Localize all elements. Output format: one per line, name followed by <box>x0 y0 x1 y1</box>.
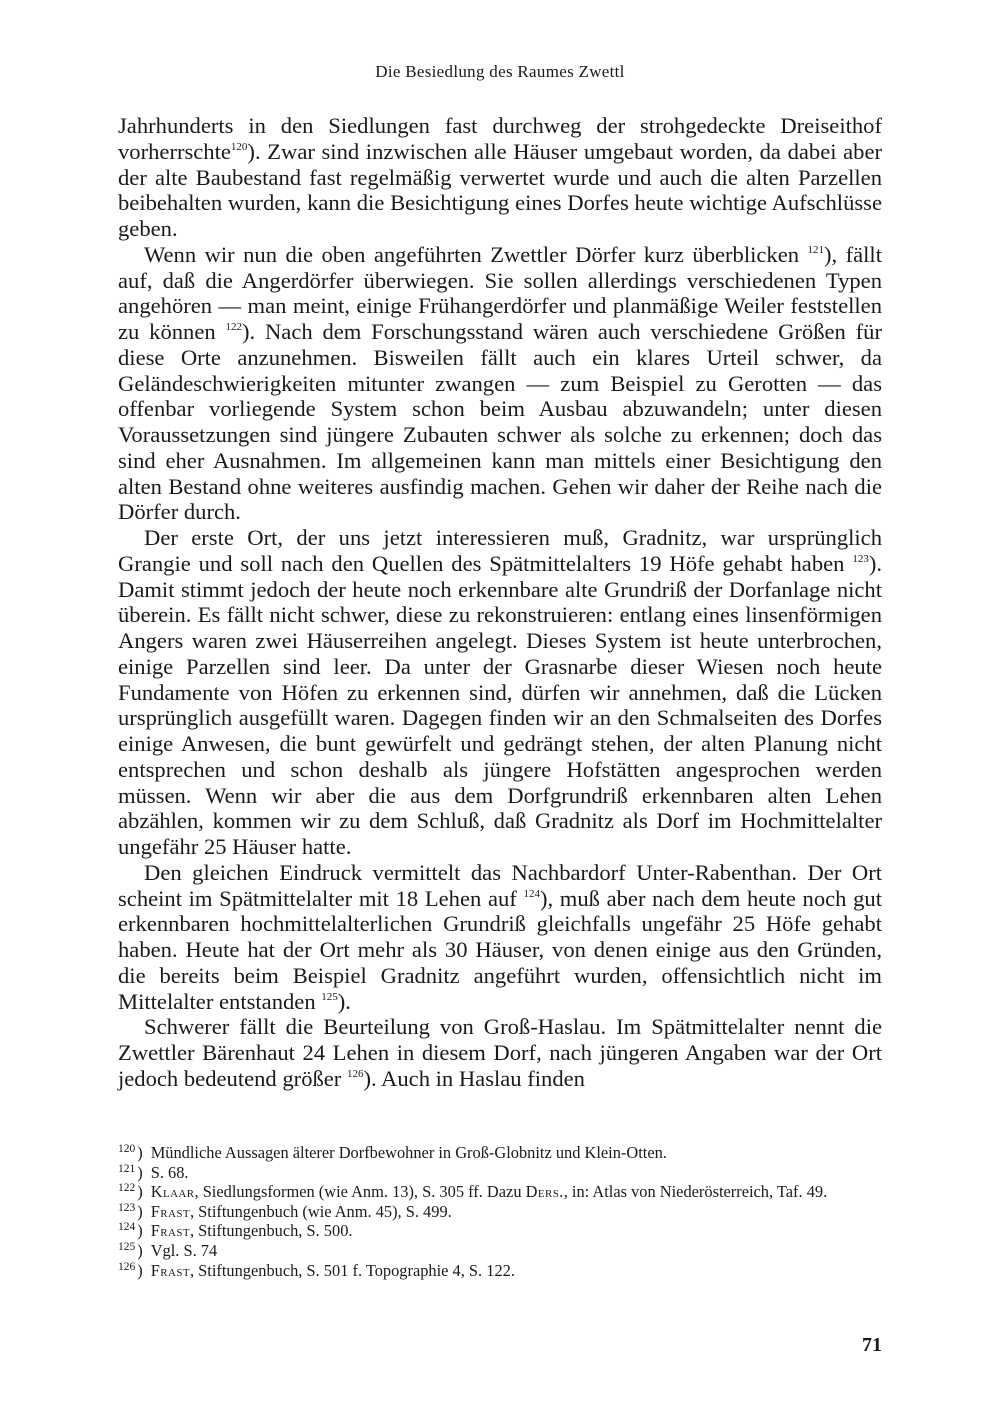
footnote-paren: ) <box>137 1162 143 1182</box>
footnote-paren: ) <box>137 1201 143 1221</box>
footnote-paren: ) <box>137 1240 143 1260</box>
paragraph <box>118 113 882 242</box>
text-segment: Den gleichen Eindruck vermittelt das Nachbardorf Unter-Rabenthan. Der Ort scheint im Spätmittelalter mit 18 Lehen auf <box>118 859 882 911</box>
paragraph <box>118 525 882 860</box>
text-segment: ). Zwar sind inzwischen alle Häuser umgebaut worden, da dabei aber der alte Baubestand fast regelmäßig verwertet wurde und auch die alten Parzellen beibehalten wurden, kann die Besichtigung eines Dorfes heute wichtige Aufschlüsse geben. <box>118 138 882 241</box>
text-segment: Schwerer fällt die Beurteilung von Groß-Haslau. Im Spätmittelalter nennt die Zwettler Bärenhaut 24 Lehen in diesem Dorf, nach jüngeren Angaben war der Ort jedoch bedeutend größer <box>118 1014 882 1091</box>
running-head: Die Besiedlung des Raumes Zwettl <box>375 62 625 81</box>
paragraph <box>118 1014 882 1091</box>
footnote <box>118 1241 882 1261</box>
footnote-text <box>151 1182 882 1202</box>
footnote-reference: 123 <box>852 552 869 565</box>
footnote-number: 125 <box>118 1240 136 1253</box>
footnote-text <box>151 1163 882 1183</box>
author-name: Klaar <box>150 1182 195 1202</box>
page-number: 71 <box>862 1334 882 1356</box>
footnote-number: 124 <box>118 1221 136 1234</box>
footnote <box>118 1182 882 1202</box>
footnote <box>118 1202 882 1222</box>
footnote-number: 121 <box>118 1162 136 1175</box>
text-segment: ). Nach dem Forschungsstand wären auch verschiedene Größen für diese Orte anzunehmen. Bisweilen fällt auch ein klares Urteil schwer, da Geländeschwierigkeiten mitunter zwangen — zum Beispiel zu Gerotten — das offenbar vorliegende System schon beim Ausbau abzuwandeln; unter diesen Voraussetzungen sind jüngere Zubauten schwer als solche zu erkennen; doch das sind eher Ausnahmen. Im allgemeinen kann man mittels einer Besichtigung den alten Bestand ohne weiteres ausfindig machen. Gehen wir daher der Reihe nach die Dörfer durch. <box>118 319 882 525</box>
footnote-paren: ) <box>137 1182 143 1202</box>
text-segment: Der erste Ort, der uns jetzt interessieren muß, Gradnitz, war ursprünglich Grangie und soll nach den Quellen des Spätmittelalters 19 Höfe gehabt haben <box>118 525 882 576</box>
footnote-segment: , Stiftungenbuch (wie Anm. 45), S. 499. <box>189 1201 452 1221</box>
author-name: Frast <box>150 1260 190 1280</box>
footnote <box>118 1163 882 1183</box>
footnote-number: 126 <box>118 1260 136 1273</box>
footnote-text <box>151 1241 882 1261</box>
footnote-segment: Vgl. S. 74 <box>150 1240 218 1260</box>
body-text <box>118 113 882 1092</box>
footnotes <box>118 1143 882 1280</box>
footnote-reference: 124 <box>523 887 540 900</box>
footnote-reference: 121 <box>807 243 824 256</box>
footnote-number: 122 <box>118 1182 136 1195</box>
footnote-segment: S. 68. <box>150 1162 189 1182</box>
footnote-segment: Mündliche Aussagen älterer Dorfbewohner in Groß-Globnitz und Klein-Otten. <box>150 1143 667 1162</box>
footnote-reference: 126 <box>346 1067 364 1080</box>
footnote-reference: 125 <box>321 990 338 1003</box>
footnote <box>118 1143 882 1163</box>
footnote-text <box>151 1221 882 1241</box>
footnote <box>118 1261 882 1281</box>
footnote-segment: , Siedlungsformen (wie Anm. 13), S. 305 ff. Dazu <box>194 1182 526 1202</box>
footnote-segment: , Stiftungenbuch, S. 500. <box>189 1221 353 1241</box>
footnote-text <box>151 1261 882 1281</box>
footnote-reference: 122 <box>225 321 242 333</box>
text-segment: ), muß aber nach dem heute noch gut erkennbaren hochmittelalterlichen Grundriß gleichfalls ungefähr 25 Höfe gehabt haben. Heute hat der Ort mehr als 30 Häuser, von denen einige aus den Gründen, die bereits beim Beispiel Gradnitz angeführt wurden, offensichtlich nicht im Mittelalter entstanden <box>118 885 882 1014</box>
author-name: Frast <box>150 1201 190 1221</box>
footnote-paren: ) <box>137 1221 143 1241</box>
text-segment: ). <box>337 988 351 1014</box>
footnote-segment: , in: Atlas von Niederösterreich, Taf. 49. <box>563 1182 828 1202</box>
footnote-text <box>151 1202 882 1222</box>
text-segment: ). Auch in Haslau finden <box>363 1065 585 1091</box>
footnote-segment: , Stiftungenbuch, S. 501 f. Topographie 4, S. 122. <box>189 1260 515 1280</box>
footnote-text <box>151 1143 882 1163</box>
footnote-paren: ) <box>137 1143 143 1162</box>
footnote <box>118 1221 882 1241</box>
author-name: Frast <box>150 1221 190 1241</box>
document-page <box>118 0 882 1419</box>
paragraph <box>118 242 882 525</box>
text-segment: ). Damit stimmt jedoch der heute noch erkennbare alte Grundriß der Dorfanlage nicht überein. Es fällt nicht schwer, diese zu rekonstruieren: entlang eines linsenförmigen Angers waren zwei Häuserreihen angelegt. Dieses System ist heute unterbrochen, einige Parzellen sind leer. Da unter der Grasnarbe dieser Wiesen noch heute Fundamente von Höfen zu erkennen sind, dürfen wir annehmen, daß die Lücken ursprünglich ausgefüllt waren. Dagegen finden wir an den Schmalseiten des Dorfes einige Anwesen, die bunt gewürfelt und gedrängt stehen, der alten Planung nicht entsprechen und schon deshalb als jüngere Hofstätten angesprochen werden müssen. Wenn wir aber die aus dem Dorfgrundriß erkennbaren alten Lehen abzählen, kommen wir zu dem Schluß, daß Gradnitz als Dorf im Hochmittelalter ungefähr 25 Häuser hatte. <box>118 550 882 859</box>
paragraph <box>118 860 882 1015</box>
footnote-number: 123 <box>118 1201 136 1214</box>
text-segment: Wenn wir nun die oben angeführten Zwettler Dörfer kurz überblicken <box>144 241 808 267</box>
footnote-number: 120 <box>118 1143 136 1155</box>
text-segment: Jahrhunderts in den Siedlungen fast durchweg der strohgedeckte Dreiseithof vorherrschte <box>118 113 882 164</box>
author-name: Ders. <box>525 1182 564 1202</box>
footnote-paren: ) <box>137 1260 143 1280</box>
text-segment: ), fällt auf, daß die Angerdörfer überwiegen. Sie sollen allerdings verschiedenen Typen angehören — man meint, einige Frühangerdörfer und planmäßige Weiler feststellen zu können <box>118 241 882 344</box>
footnote-reference: 120 <box>230 140 248 153</box>
